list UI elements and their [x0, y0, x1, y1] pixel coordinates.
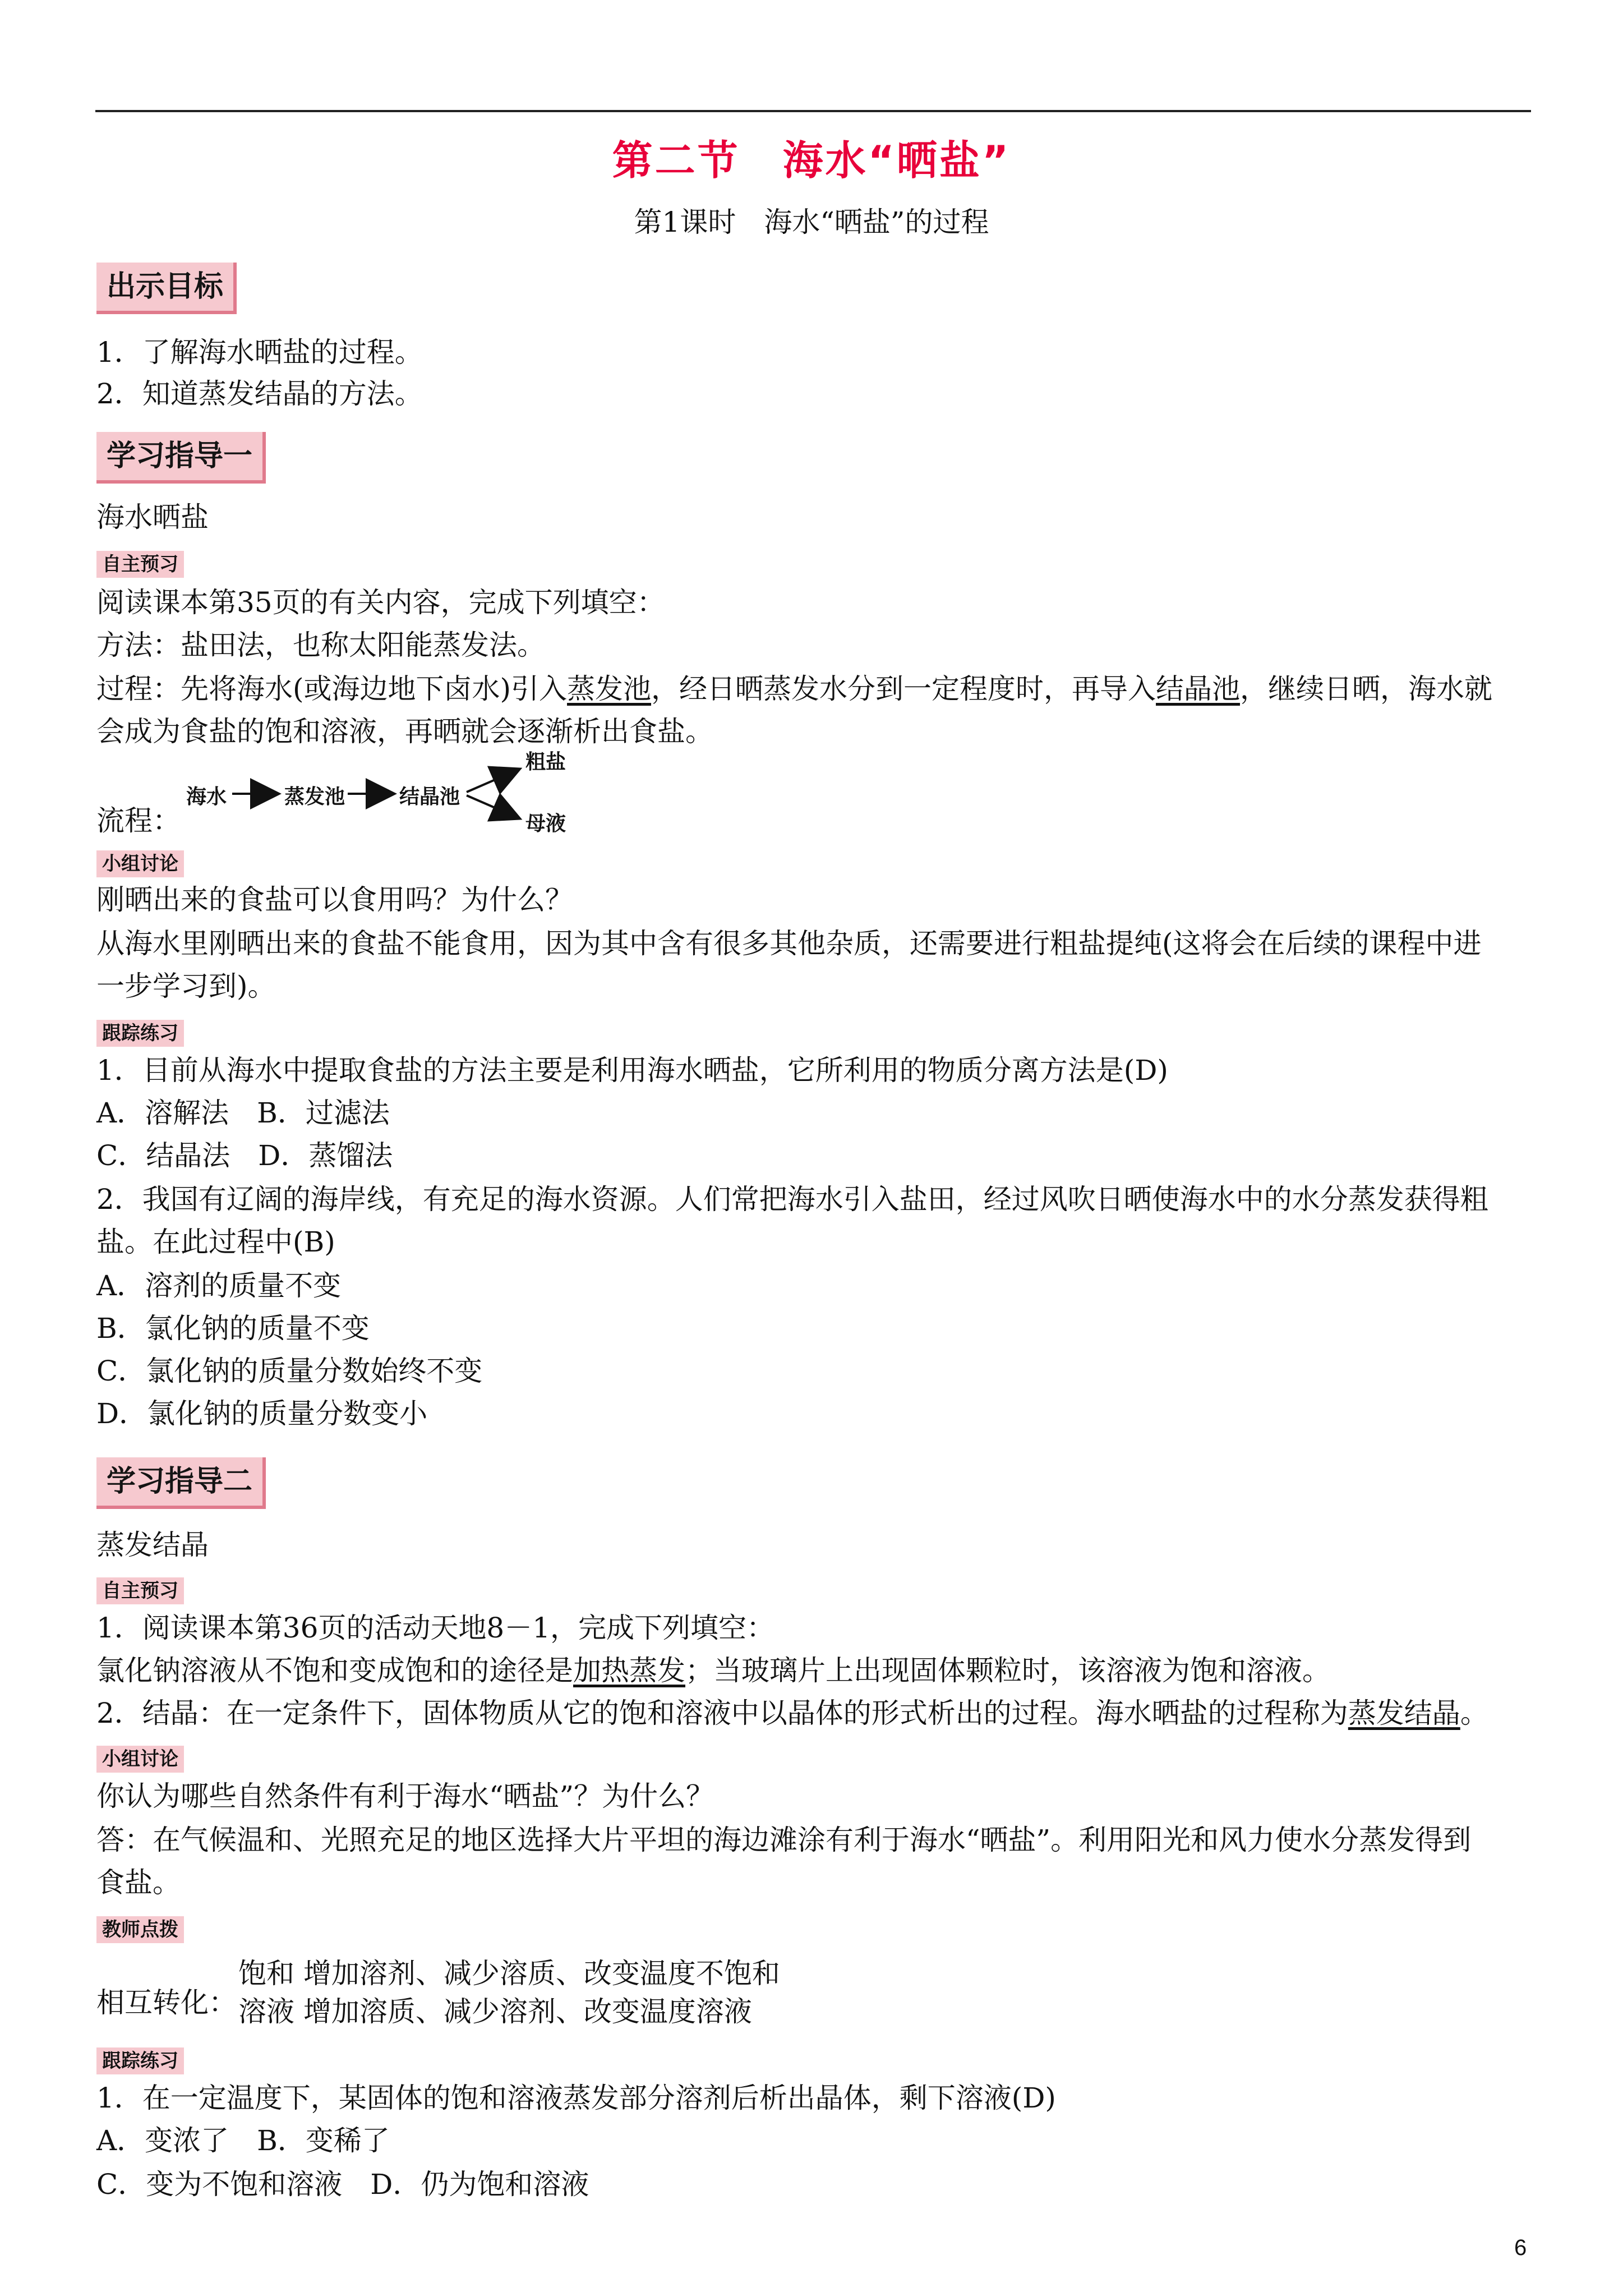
instruction-text: 1．阅读课本第36页的活动天地8－1，完成下列填空： — [96, 1612, 775, 1644]
discussion-question: 刚晒出来的食盐可以食用吗？为什么？ — [96, 884, 573, 916]
tag-self-preview: 自主预习 — [96, 1577, 184, 1604]
discussion-answer: 答：在气候温和、光照充足的地区选择大片平坦的海边滩涂有利于海水“晒盐”。利用阳光和风力使水分蒸发得到 — [96, 1824, 1472, 1856]
discussion-question: 你认为哪些自然条件有利于海水“晒盐”？为什么？ — [96, 1780, 714, 1812]
flow-label: 流程： — [96, 804, 181, 837]
method-text: 方法：盐田法，也称太阳能蒸发法。 — [96, 629, 545, 661]
topic-title: 蒸发结晶 — [96, 1529, 209, 1561]
tag-group-discussion: 小组讨论 — [96, 850, 184, 877]
question-2-cont: 盐。在此过程中(B) — [96, 1226, 335, 1258]
section-heading-guide2: 学习指导二 — [96, 1457, 266, 1509]
page-title: 第二节 海水“晒盐” — [612, 137, 1011, 184]
conversion-row-2: 溶液 增加溶质、减少溶剂、改变温度溶液 — [238, 1995, 752, 2028]
question-1-options-ab: A．变浓了 B．变稀了 — [96, 2124, 390, 2157]
conversion-label: 相互转化： — [96, 1986, 237, 2019]
lesson-subtitle: 第1课时 海水“晒盐”的过程 — [634, 206, 989, 238]
flow-node-evaporation-pond: 蒸发池 — [284, 785, 345, 808]
question-1: 1．在一定温度下，某固体的饱和溶液蒸发部分溶剂后析出晶体，剩下溶液(D) — [96, 2082, 1056, 2114]
tag-teacher-tips: 教师点拨 — [96, 1916, 184, 1943]
flow-output-mother-liquor: 母液 — [525, 812, 566, 835]
answer-fill: 蒸发结晶 — [1348, 1697, 1460, 1729]
section-heading-goals: 出示目标 — [96, 263, 237, 314]
tag-self-preview: 自主预习 — [96, 551, 184, 578]
discussion-answer-cont: 食盐。 — [96, 1866, 181, 1899]
answer-fill: 加热蒸发 — [573, 1654, 685, 1687]
top-rule — [95, 110, 1531, 112]
question-1-options-ab: A．溶解法 B．过滤法 — [96, 1097, 390, 1129]
question-2-option-d: D．氯化钠的质量分数变小 — [96, 1397, 428, 1430]
tag-tracking-practice: 跟踪练习 — [96, 2047, 184, 2074]
question-1: 1．目前从海水中提取食盐的方法主要是利用海水晒盐，它所利用的物质分离方法是(D) — [96, 1054, 1168, 1087]
topic-title: 海水晒盐 — [96, 501, 209, 533]
question-2-option-b: B．氯化钠的质量不变 — [96, 1312, 370, 1345]
process-text: 过程：先将海水(或海边地下卤水)引入蒸发池，经日晒蒸发水分到一定程度时，再导入结晶池，继续日晒，海水就 — [96, 673, 1493, 705]
discussion-answer-cont: 一步学习到)。 — [96, 970, 276, 1002]
answer-fill: 结晶池 — [1156, 673, 1241, 705]
goal-item: 1．了解海水晒盐的过程。 — [96, 336, 423, 369]
goal-item: 2．知道蒸发结晶的方法。 — [96, 378, 423, 410]
instruction-text: 阅读课本第35页的有关内容，完成下列填空： — [96, 586, 665, 619]
question-1-options-cd: C．变为不饱和溶液 D．仍为饱和溶液 — [96, 2168, 589, 2201]
question-1-options-cd: C．结晶法 D．蒸馏法 — [96, 1139, 393, 1172]
flow-node-crystallization-pond: 结晶池 — [399, 785, 460, 808]
conversion-row-1: 饱和 增加溶剂、减少溶质、改变温度不饱和 — [238, 1957, 780, 1990]
process-text-cont: 会成为食盐的饱和溶液，再晒就会逐渐析出食盐。 — [96, 715, 713, 748]
question-2-option-c: C．氯化钠的质量分数始终不变 — [96, 1355, 483, 1387]
tag-tracking-practice: 跟踪练习 — [96, 1020, 184, 1047]
flow-node-seawater: 海水 — [186, 785, 227, 808]
question-2: 2．我国有辽阔的海岸线，有充足的海水资源。人们常把海水引入盐田，经过风吹日晒使海水中的水分蒸发获得粗 — [96, 1183, 1488, 1216]
flow-arrow-upper — [467, 770, 518, 792]
section-heading-guide1: 学习指导一 — [96, 432, 266, 484]
fill-sentence: 氯化钠溶液从不饱和变成饱和的途径是加热蒸发；当玻璃片上出现固体颗粒时，该溶液为饱和溶液。 — [96, 1654, 1330, 1687]
crystallization-definition: 2．结晶：在一定条件下，固体物质从它的饱和溶液中以晶体的形式析出的过程。海水晒盐的过程称为蒸发结晶。 — [96, 1697, 1488, 1729]
page-number: 6 — [1514, 2235, 1527, 2260]
discussion-answer: 从海水里刚晒出来的食盐不能食用，因为其中含有很多其他杂质，还需要进行粗盐提纯(这将会在后续的课程中进 — [96, 927, 1482, 960]
tag-group-discussion: 小组讨论 — [96, 1746, 184, 1773]
flow-output-crude-salt: 粗盐 — [525, 751, 566, 774]
question-2-option-a: A．溶剂的质量不变 — [96, 1269, 342, 1302]
answer-fill: 蒸发池 — [567, 673, 652, 705]
